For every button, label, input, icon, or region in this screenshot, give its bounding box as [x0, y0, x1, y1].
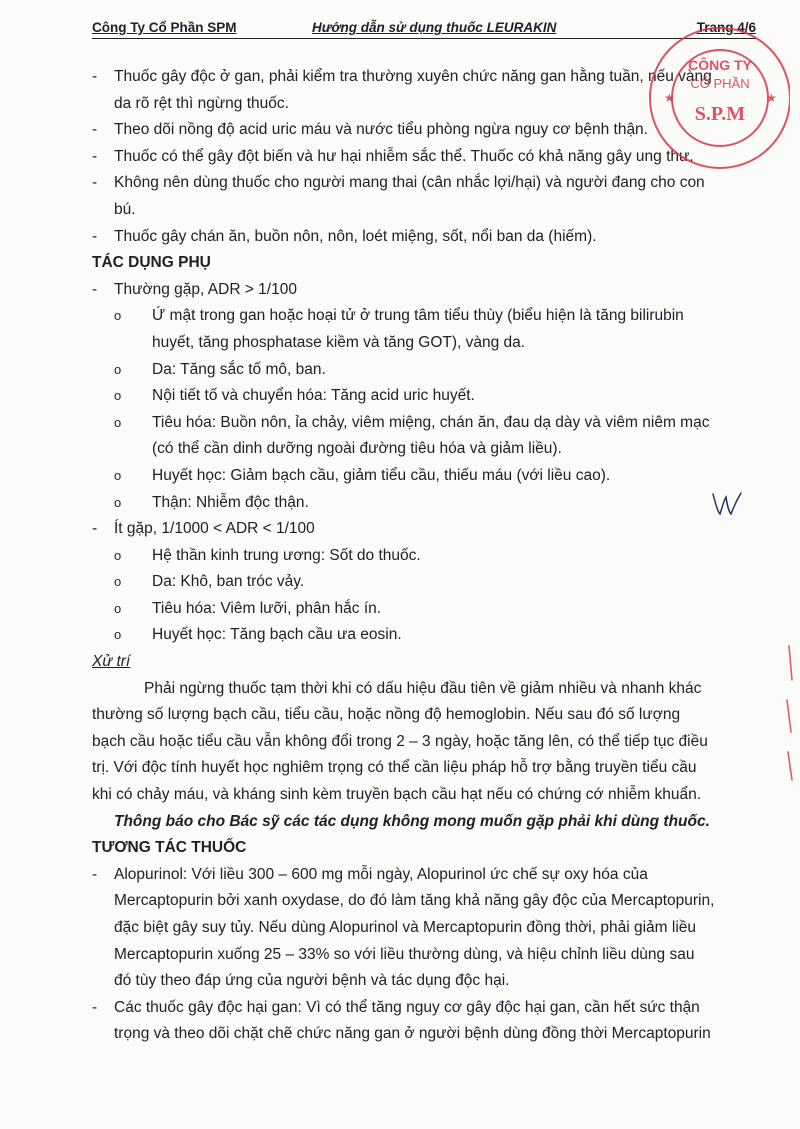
sub-list-item: o Tiêu hóa: Viêm lưỡi, phân hắc ín. — [114, 599, 382, 617]
sub-list-item-continued: huyết, tăng phosphatase kiềm và tăng GOT), vàng da. — [152, 333, 526, 351]
notice-text: Thông báo cho Bác sỹ các tác dụng không mong muốn gặp phải khi dùng thuốc. — [114, 812, 710, 830]
management-paragraph-line: trị. Với độc tính huyết học nghiêm trọng có thể cần liệu pháp hỗ trợ bằng truyền tiểu cầu — [92, 759, 697, 777]
sub-list-item: o Huyết học: Giảm bạch cầu, giảm tiểu cầu, thiếu máu (với liều cao). — [114, 466, 611, 484]
list-item-continued: đó tùy theo đáp ứng của người bệnh và tác dụng độc hại. — [114, 972, 510, 990]
list-item-continued: bú. — [114, 200, 136, 218]
company-name: Công Ty Cổ Phần SPM — [92, 20, 237, 35]
sub-list-item: o Hệ thần kinh trung ương: Sốt do thuốc. — [114, 546, 421, 564]
star-icon: ★ — [766, 91, 777, 105]
sub-list-item-continued: (có thể cần dinh dưỡng ngoài đường tiêu hóa và giảm liều). — [152, 440, 562, 458]
list-item: - Alopurinol: Với liều 300 – 600 mg mỗi ngày, Alopurinol ức chế sự oxy hóa của — [92, 865, 648, 883]
list-item-continued: Mercaptopurin xuống 25 – 33% so với liều thường dùng, và hiệu chỉnh liều dùng sau — [114, 945, 695, 963]
side-effects-heading: TÁC DỤNG PHỤ — [92, 254, 211, 272]
uncommon-effects-label: - Ít gặp, 1/1000 < ADR < 1/100 — [92, 520, 315, 538]
list-item: - Các thuốc gây độc hại gan: Vì có thể tăng nguy cơ gây độc hại gan, cần hết sức thận — [92, 998, 700, 1016]
common-effects-label: - Thường gặp, ADR > 1/100 — [92, 280, 297, 298]
sub-list-item: o Ứ mật trong gan hoặc hoại tử ở trung tâm tiểu thùy (biểu hiện là tăng bilirubin — [114, 307, 684, 325]
list-item: - Thuốc có thể gây đột biến và hư hại nhiễm sắc thể. Thuốc có khả năng gây ung thư. — [92, 147, 694, 165]
company-stamp — [620, 20, 790, 170]
document-title: Hướng dẫn sử dụng thuốc LEURAKIN — [312, 20, 557, 35]
list-item: - Thuốc gây chán ăn, buồn nôn, nôn, loét miệng, sốt, nổi ban da (hiếm). — [92, 227, 597, 245]
management-paragraph-line: khi có chảy máu, và kháng sinh kèm truyền bạch cầu hạt nếu có chứng cớ nhiễm khuẩn. — [92, 786, 702, 804]
star-icon: ★ — [664, 91, 675, 105]
management-paragraph-line: bạch cầu hoặc tiểu cầu vẫn không đổi trong 2 – 3 ngày, hoặc tăng lên, có thể tiếp tục điều — [92, 732, 708, 750]
sub-list-item: o Nội tiết tố và chuyển hóa: Tăng acid uric huyết. — [114, 387, 475, 405]
red-edge-marks — [783, 640, 797, 790]
management-paragraph-line: thường số lượng bạch cầu, tiểu cầu, hoặc nồng độ hemoglobin. Nếu sau đó số lượng — [92, 706, 681, 724]
stamp-line-1: CÔNG TY — [688, 57, 752, 73]
list-item-continued: da rõ rệt thì ngừng thuốc. — [114, 94, 289, 112]
page-number: Trang 4/6 — [696, 20, 756, 35]
sub-list-item: o Da: Khô, ban tróc vảy. — [114, 573, 305, 591]
stamp-line-3: S.P.M — [694, 103, 746, 125]
management-paragraph-line: Phải ngừng thuốc tạm thời khi có dấu hiệu đầu tiên về giảm nhiều và nhanh khác — [144, 679, 702, 697]
stamp-line-2: CỔ PHẦN — [690, 76, 750, 91]
sub-list-item: o Tiêu hóa: Buồn nôn, ỉa chảy, viêm miệng, chán ăn, đau dạ dày và viêm niêm mạc — [114, 413, 710, 431]
list-item: - Thuốc gây độc ở gan, phải kiểm tra thường xuyên chức năng gan hằng tuần, nếu vàng — [92, 68, 712, 85]
sub-list-item: o Da: Tăng sắc tố mô, ban. — [114, 360, 326, 378]
handwritten-initial-mark — [710, 488, 744, 518]
management-heading: Xử trí — [92, 653, 131, 671]
list-item-continued: đặc biệt gây suy tủy. Nếu dùng Alopurinol và Mercaptopurin đồng thời, phải giảm liều — [114, 919, 697, 936]
list-item: - Theo dõi nồng độ acid uric máu và nước tiểu phòng ngừa nguy cơ bệnh thận. — [92, 121, 648, 139]
interactions-heading: TƯƠNG TÁC THUỐC — [92, 839, 247, 857]
list-item-continued: trọng và theo dõi chặt chẽ chức năng gan ở người bệnh dùng đồng thời Mercaptopurin — [114, 1025, 711, 1043]
sub-list-item: o Huyết học: Tăng bạch cầu ưa eosin. — [114, 626, 402, 644]
sub-list-item: o Thận: Nhiễm độc thận. — [114, 493, 309, 511]
document-body — [92, 64, 744, 1048]
list-item: - Không nên dùng thuốc cho người mang thai (cân nhắc lợi/hại) và người đang cho con — [92, 174, 705, 192]
list-item-continued: Mercaptopurin bởi xanh oxydase, do đó làm tăng khả năng gây độc của Mercaptopurin, — [114, 892, 715, 910]
